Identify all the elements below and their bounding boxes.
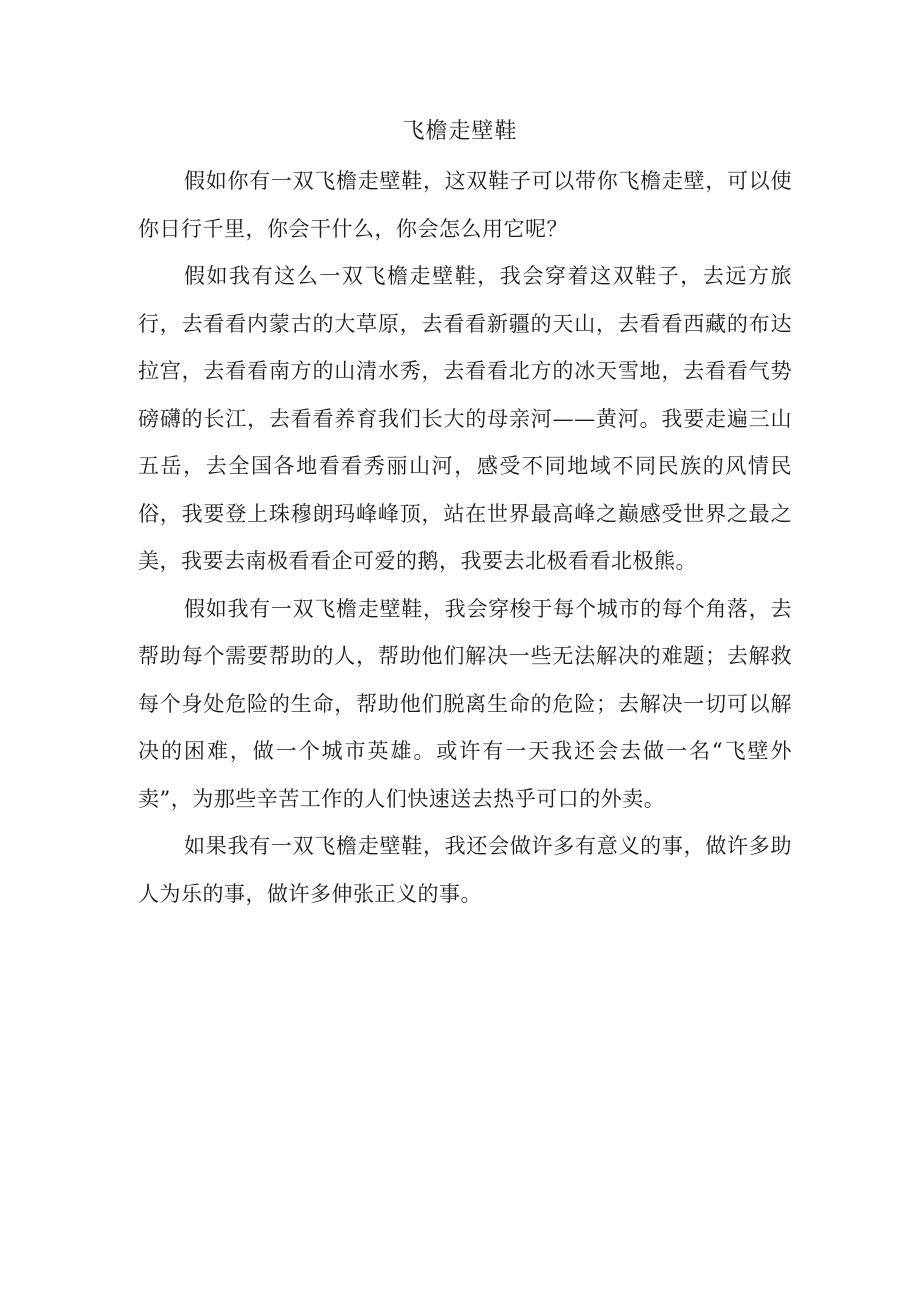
paragraph-2: 假如我有这么一双飞檐走壁鞋，我会穿着这双鞋子，去远方旅行，去看看内蒙古的大草原，去看看新疆的天山，去看看西藏的布达拉宫，去看看南方的山清水秀，去看看北方的冰天雪地，去看看气势磅礴的长江，去看看养育我们长大的母亲河——黄河。我要走遍三山五岳，去全国各地看看秀丽山河，感受不同地域不同民族的风情民俗，我要登上珠穆朗玛峰峰顶，站在世界最高峰之巅感受世界之最之美，我要去南极看看企可爱的鹅，我要去北极看看北极熊。 <box>138 264 792 573</box>
document-title: 飞檐走壁鞋 <box>402 119 518 144</box>
document-body <box>138 158 792 918</box>
paragraph-1: 假如你有一双飞檐走壁鞋，这双鞋子可以带你飞檐走壁，可以使你日行千里，你会干什么，你会怎么用它呢？ <box>138 169 792 241</box>
paragraph-3: 假如我有一双飞檐走壁鞋，我会穿梭于每个城市的每个角落，去帮助每个需要帮助的人，帮助他们解决一些无法解决的难题；去解救每个身处危险的生命，帮助他们脱离生命的危险；去解决一切可以解决的困难，做一个城市英雄。或许有一天我还会去做一名“飞壁外卖”，为那些辛苦工作的人们快速送去热乎可口的外卖。 <box>138 596 792 811</box>
paragraph-4: 如果我有一双飞檐走壁鞋，我还会做许多有意义的事，做许多助人为乐的事，做许多伸张正义的事。 <box>138 834 792 906</box>
